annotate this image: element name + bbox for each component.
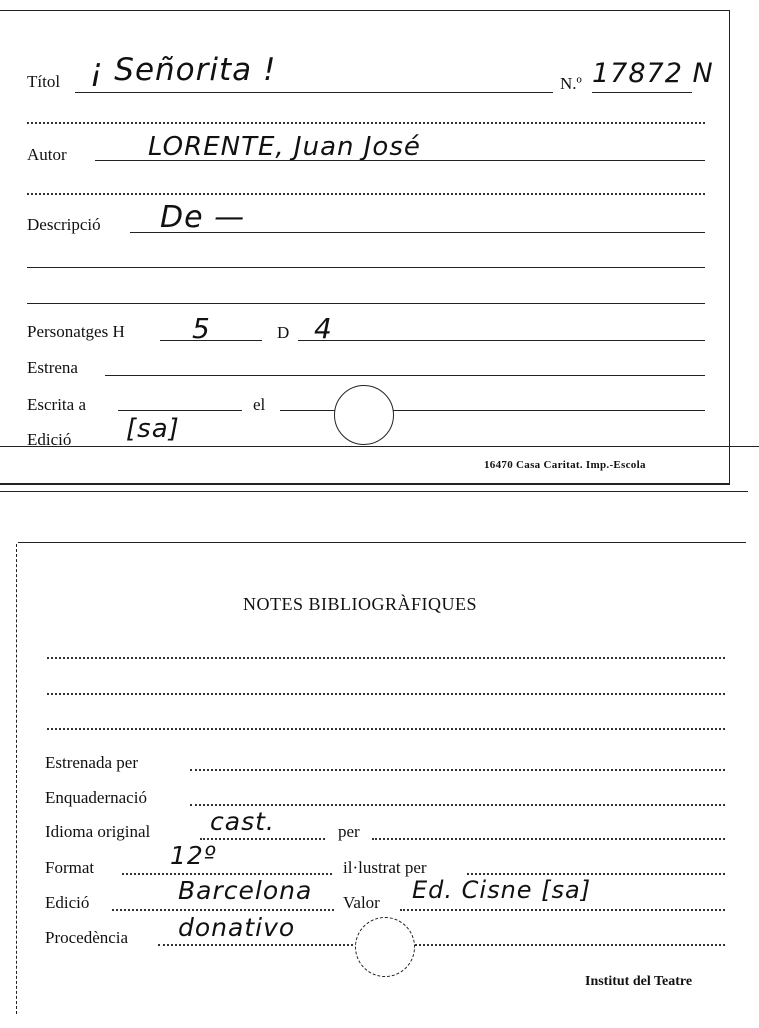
idioma-line [200,838,325,840]
descripcio-line [130,232,705,233]
estrena-line [105,375,705,376]
personatges-h-line [160,340,262,341]
descripcio-value: De — [160,200,246,235]
procedencia-label: Procedència [45,928,129,947]
autor-line [95,160,705,161]
num-label: N.º [560,74,582,93]
idioma-per-label: per [338,822,360,841]
back-card-top-edge [18,542,746,543]
back-edicio-value: Barcelona [178,876,313,905]
estrenada-label: Estrenada per [45,753,138,772]
estrena-label: Estrena [27,358,78,377]
descripcio-line-2 [27,267,705,268]
descripcio-label: Descripció [27,215,101,234]
illustrat-label: il·lustrat per [343,858,427,877]
personatges-d-label: D [277,323,290,342]
titol-value: ¡ Señorita ! [90,52,277,88]
titol-label: Títol [27,72,61,91]
valor-line [400,909,725,911]
enquadernacio-line [190,804,725,806]
titol-line [75,92,553,93]
personatges-d-line [298,340,705,341]
personatges-d-value: 4 [314,312,333,345]
edicio-value: [sa] [126,414,180,444]
procedencia-line [158,944,725,946]
descripcio-line-3 [27,303,705,304]
card-bottom-edge [0,483,730,485]
titol-extra-line [27,122,705,124]
format-line [122,873,332,875]
back-punch-hole [355,917,415,977]
valor-label: Valor [343,893,380,912]
format-label: Format [45,858,95,877]
idioma-label: Idioma original [45,822,151,841]
escrita-line [118,410,242,411]
notes-line-3 [47,728,725,730]
num-line [592,92,692,93]
printer-note: 16470 Casa Caritat. Imp.-Escola [484,459,646,471]
valor-value: Ed. Cisne [sa] [412,876,592,904]
card-right-edge [729,10,730,485]
back-card-left-edge [16,544,17,1014]
personatges-h-value: 5 [192,312,211,345]
card-fold-line [0,446,759,447]
back-heading: NOTES BIBLIOGRÀFIQUES [243,594,478,614]
back-card [0,535,759,1028]
illustrat-line [467,873,725,875]
el-label: el [253,395,266,414]
card-top-edge [0,10,730,11]
idioma-per-line [372,838,725,840]
escrita-label: Escrita a [27,395,86,414]
front-card [0,0,759,495]
back-edicio-line [112,909,334,911]
estrenada-line [190,769,725,771]
enquadernacio-label: Enquadernació [45,788,147,807]
punch-hole [334,385,394,445]
autor-label: Autor [27,145,67,164]
idioma-value: cast. [210,807,275,836]
back-edicio-label: Edició [45,893,90,912]
procedencia-value: donativo [178,913,296,942]
notes-line-1 [47,657,725,659]
card-shadow-edge [0,491,748,492]
autor-value: LORENTE, Juan José [148,132,421,162]
back-footer: Institut del Teatre [585,974,693,989]
format-value: 12º [170,841,217,870]
autor-extra-line [27,193,705,195]
personatges-label: Personatges H [27,322,125,341]
notes-line-2 [47,693,725,695]
num-value: 17872 N [592,58,714,89]
edicio-label: Edició [27,430,72,449]
